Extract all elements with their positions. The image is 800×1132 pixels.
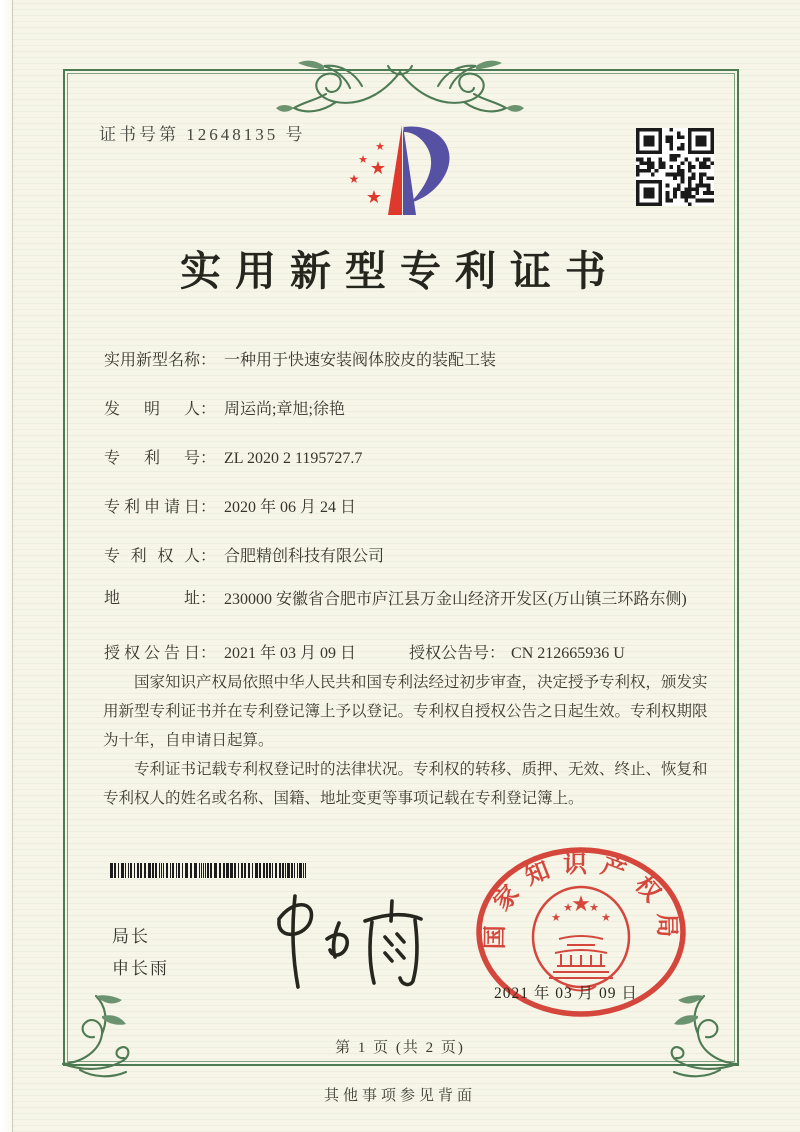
svg-text:★: ★: [601, 911, 611, 924]
bottom-left-ornament: [50, 986, 160, 1082]
field-label: 专利权人: [104, 548, 200, 565]
field-value: 2020 年 06 月 24 日: [224, 499, 357, 516]
officials-block: [112, 921, 169, 985]
director-name: 申长雨: [112, 959, 169, 978]
svg-text:★: ★: [571, 892, 591, 917]
svg-text:★: ★: [369, 158, 387, 179]
field-label: 地址: [104, 590, 200, 607]
field-label: 专利申请日: [104, 499, 200, 516]
field-row-filing-date: [104, 495, 744, 521]
field-value: 周运尚;章旭;徐艳: [224, 401, 345, 418]
field-label: 实用新型名称: [104, 352, 201, 369]
field-label: 授权公告号: [409, 645, 490, 662]
legal-paragraph-1: 国家知识产权局依照中华人民共和国专利法经过初步审查，决定授予专利权，颁发实用新型专利证书并在专利登记簿上予以登记。专利权自授权公告之日起生效。专利权期限为十年，自申请日起算。: [103, 674, 708, 749]
svg-text:★: ★: [551, 911, 561, 924]
field-label: 专利号: [104, 450, 200, 467]
field-colon: ：: [200, 450, 217, 467]
field-row-address: [104, 586, 744, 613]
seal-date: 2021 年 03 月 09 日: [494, 985, 638, 1002]
svg-text:★: ★: [563, 901, 573, 914]
page-number: 第 1 页 (共 2 页): [335, 1040, 465, 1056]
field-colon: ：: [200, 401, 217, 418]
field-colon: ：: [200, 645, 217, 662]
svg-text:★: ★: [348, 172, 360, 186]
certificate-title: 实用新型专利证书: [180, 248, 620, 294]
field-label: 授权公告日: [104, 645, 200, 662]
legal-text-block: [103, 668, 711, 813]
field-row-patent-no: [104, 446, 744, 472]
field-value: 230000 安徽省合肥市庐江县万金山经济开发区(万山镇三环路东侧): [224, 591, 687, 608]
field-colon: ：: [200, 590, 217, 607]
qr-code-icon: [636, 128, 714, 206]
field-value: 合肥精创科技有限公司: [224, 548, 385, 565]
field-row-grant: [104, 641, 744, 667]
svg-text:★: ★: [589, 901, 599, 914]
seal-ring-text: 国家知识产权局: [482, 851, 680, 950]
field-label: 发明人: [104, 401, 200, 418]
field-colon: ：: [200, 352, 217, 369]
svg-text:★: ★: [375, 140, 385, 153]
field-colon: ：: [200, 499, 217, 516]
legal-paragraph-2: 专利证书记载专利权登记时的法律状况。专利权的转移、质押、无效、终止、恢复和专利权人的姓名或名称、国籍、地址变更等事项记载在专利登记簿上。: [103, 761, 708, 807]
field-row-name: [104, 348, 744, 374]
director-title: 局长: [112, 927, 150, 946]
field-grant-no: [409, 641, 625, 667]
field-colon: ：: [489, 645, 506, 662]
certificate-number: 证书号第 12648135 号: [99, 125, 306, 144]
cnipa-logo-icon: [332, 113, 468, 237]
barcode-icon: [110, 863, 307, 878]
field-row-inventor: [104, 397, 744, 423]
field-row-patentee: [104, 544, 744, 570]
field-value: ZL 2020 2 1195727.7: [224, 450, 363, 467]
svg-text:★: ★: [365, 187, 383, 208]
back-side-note: 其他事项参见背面: [323, 1088, 476, 1104]
top-flourish-ornament: [268, 50, 532, 116]
director-signature-icon: [235, 893, 435, 993]
scan-edge-artifact: [0, 0, 13, 1132]
field-value: 2021 年 03 月 09 日: [224, 645, 357, 662]
field-colon: ：: [200, 548, 217, 565]
svg-text:★: ★: [358, 153, 368, 166]
field-value: CN 212665936 U: [511, 645, 625, 662]
field-value: 一种用于快速安装阀体胶皮的装配工装: [224, 352, 497, 369]
